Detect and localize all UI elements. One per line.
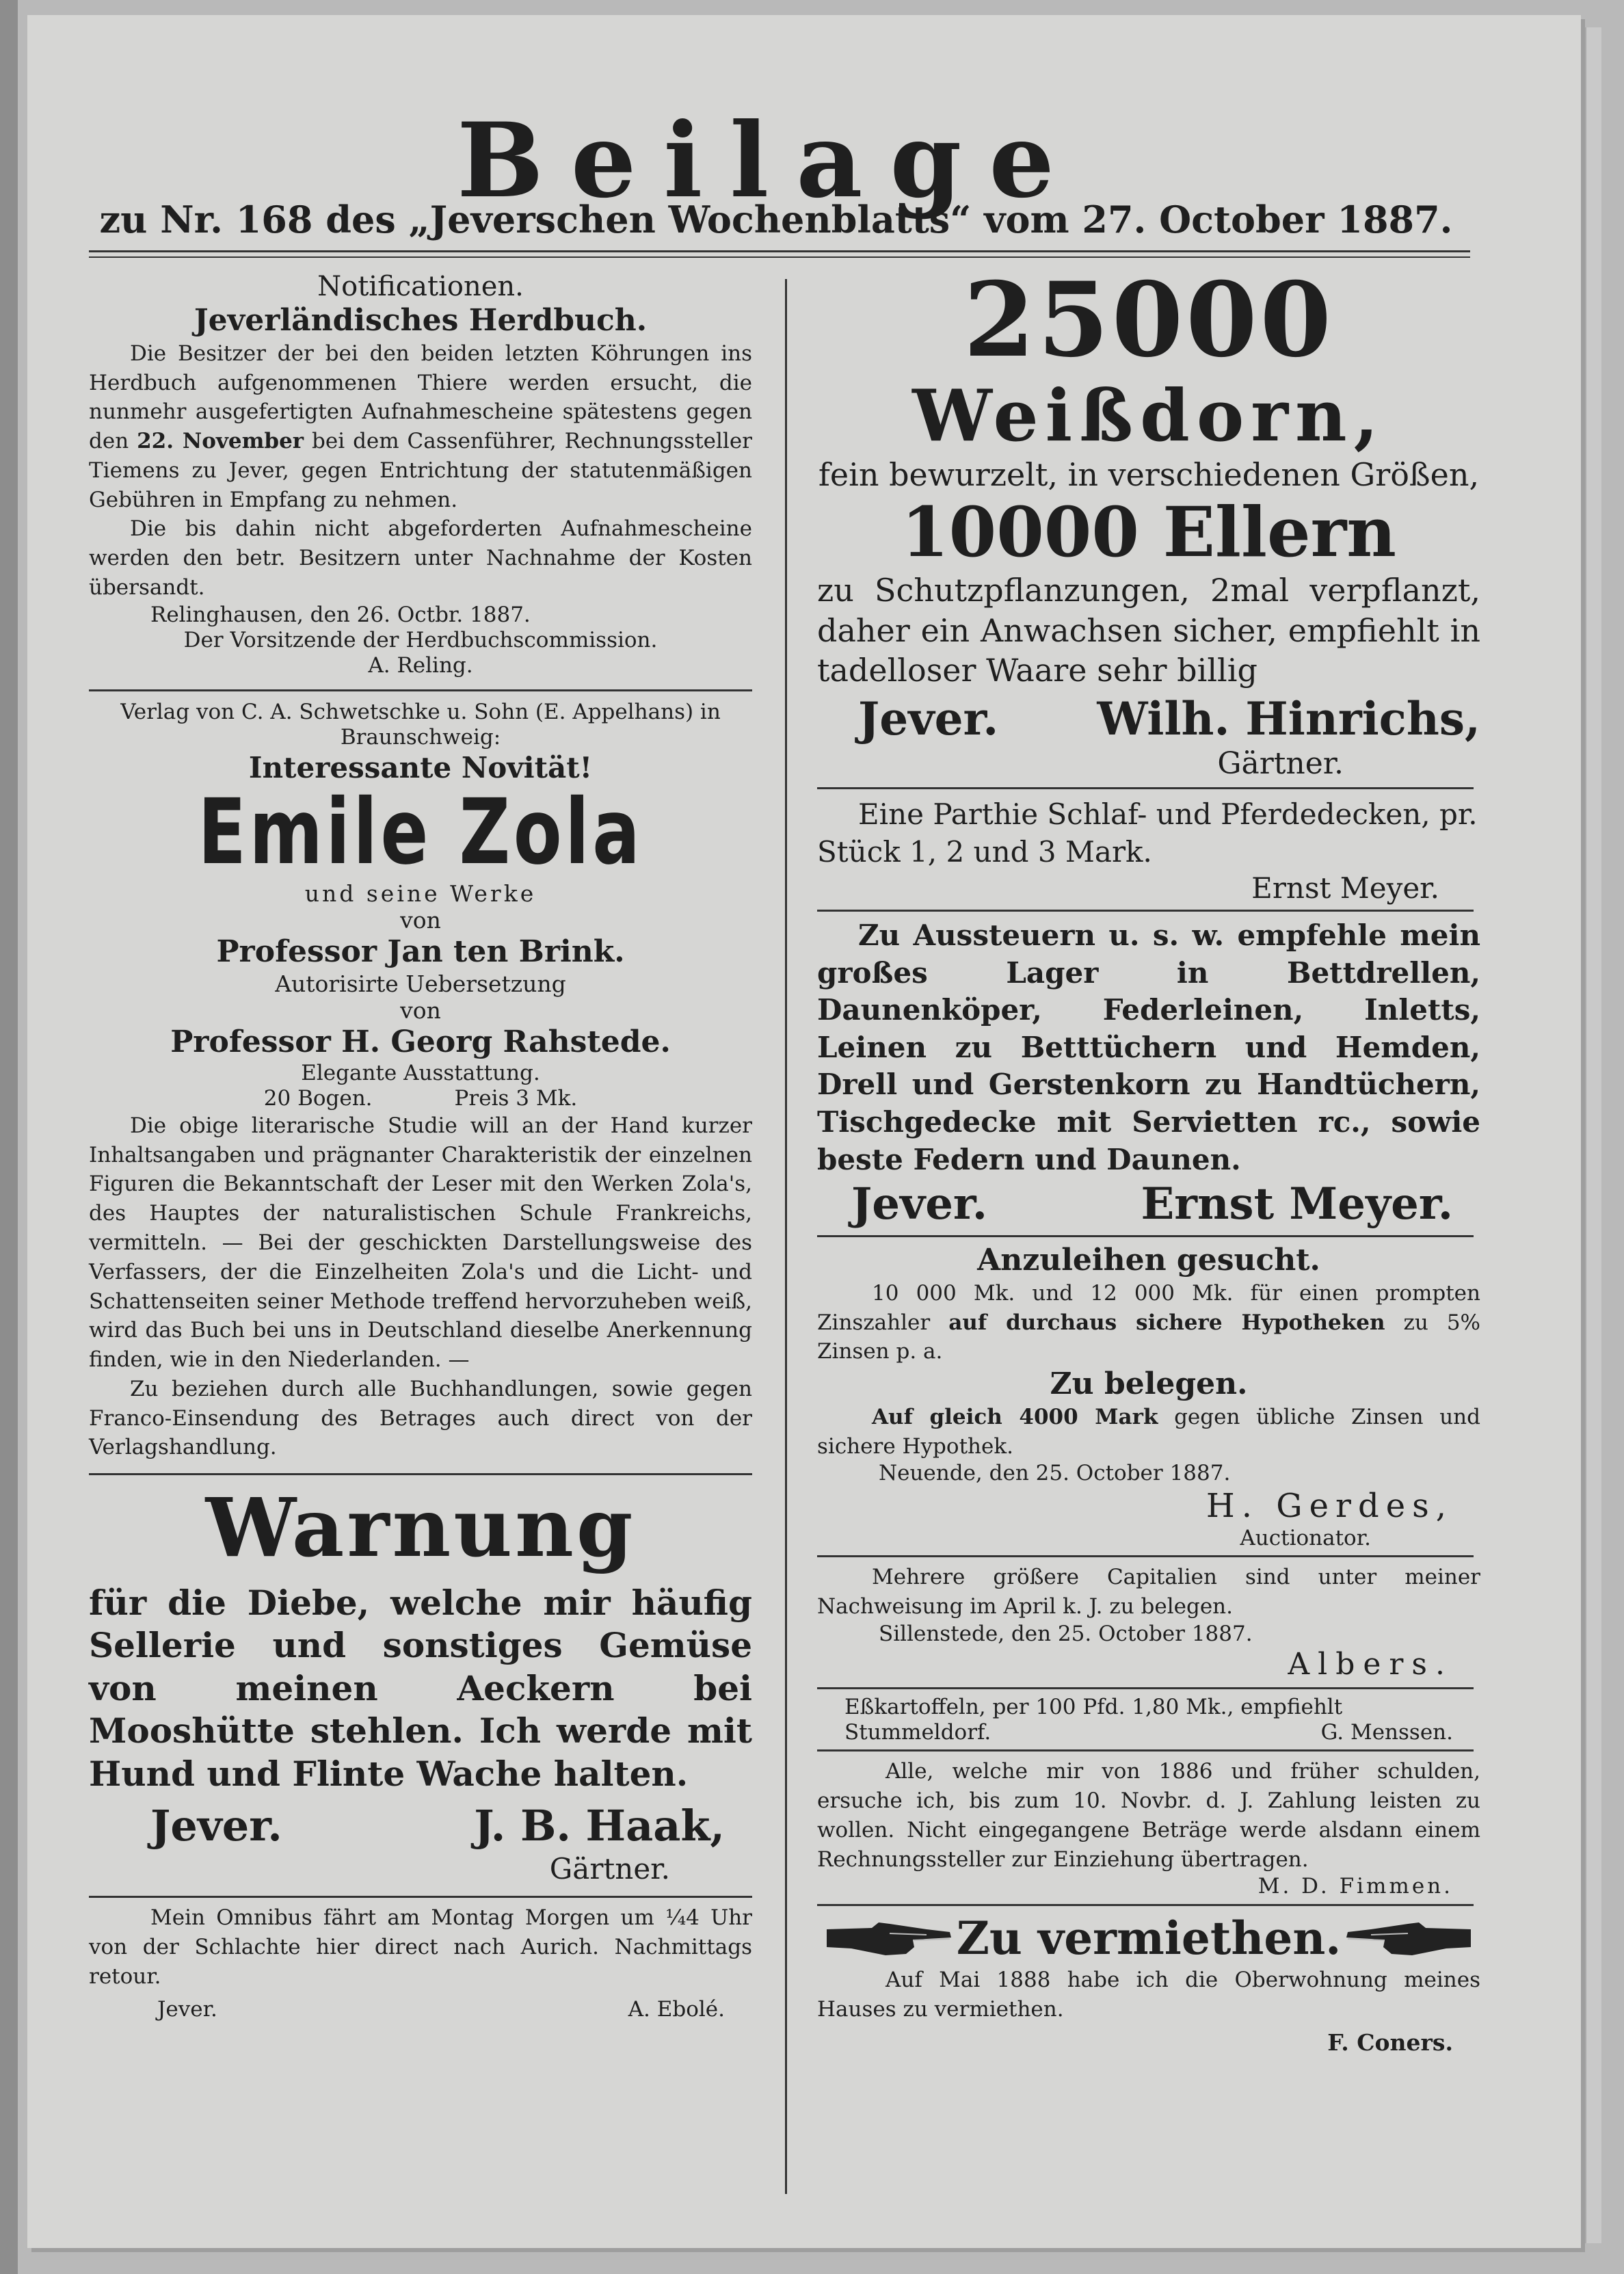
warnung-role: Gärtner. [549,1851,670,1886]
zola-bogen: 20 Bogen. [263,1085,373,1111]
zola-translator: Professor H. Georg Rahstede. [170,1024,671,1059]
anleihen-text-1 [817,1279,1480,1366]
weissdorn-ad [817,260,1480,782]
zola-von-2: von [400,997,441,1024]
aussteuer-name: Ernst Meyer. [1141,1178,1453,1230]
notif-p1-date: 22. November [137,429,304,454]
notif-paragraph-1 [89,339,752,515]
anleihen-ad [817,1243,1480,1551]
warnung-name: J. B. Haak, [474,1801,725,1851]
anleihen-t1-post: zu 5% Zinsen p. a. [817,1310,1481,1364]
notif-p1-text-2: bei dem Cassenführer, Rechnungssteller Tiemens zu Jever, gegen Entrichtung der statutenmäßigen Gebühren in Empfang zu nehmen. [89,429,752,512]
notif-subheading: Jeverländisches Herdbuch. [194,303,648,338]
kartoffeln-place: Stummeldorf. [844,1720,991,1745]
aussteuer-place: Jever. [851,1178,988,1230]
weissdorn-place: Jever. [858,691,999,745]
omnibus-name: A. Ebolé. [628,1996,725,2022]
warnung-title: Warnung [205,1480,636,1576]
omnibus-place: Jever. [157,1996,217,2022]
right-column [817,260,1481,2057]
rule [817,1749,1474,1751]
zola-translation-note: Autorisirte Uebersetzung [275,970,566,997]
column-divider [785,279,787,2194]
notif-paragraph-2: Die bis dahin nicht abgeforderten Aufnahmescheine werden den betr. Besitzern unter Nachnahme der Kosten übersandt. [89,516,752,600]
capital-name: Albers. [1288,1647,1453,1682]
notification-ad [89,270,752,678]
omnibus-text: Mein Omnibus fährt am Montag Morgen um ¼4 Uhr von der Schlachte hier direct nach Aurich. Nachmittags retour. [89,1905,752,1989]
rule [817,1687,1474,1689]
kartoffeln-ad [817,1695,1480,1745]
decken-name: Ernst Meyer. [1251,871,1439,905]
schulden-text: Alle, welche mir von 1886 und früher schulden, ersuche ich, bis zum 10. Novbr. d. J. Zahlung leisten zu wollen. Nicht eingegangene Beträge werde alsdann einem Rechnungssteller zur Einziehung übertragen. [817,1759,1480,1872]
masthead-rule [89,250,1470,258]
pointing-hand-left-icon [1344,1914,1474,1962]
notif-signer-role: Der Vorsitzende der Herdbuchscommission. [183,627,658,652]
warnung-ad [89,1480,752,1886]
anleihen-t2-post: gegen übliche Zinsen und sichere Hypothek. [817,1404,1480,1459]
warnung-text: für die Diebe, welche mir häufig Sellerie und sonstiges Gemüse von meinen Aeckern bei Mooshütte stehlen. Ich werde mit Hund und Flinte Wache halten. [89,1582,752,1794]
schulden-name: M. D. Fimmen. [1257,1874,1453,1899]
vermiethen-header [817,1912,1480,1966]
kartoffeln-name: G. Menssen. [1320,1720,1453,1745]
anleihen-t2-bold: Auf gleich 4000 Mark [872,1404,1158,1429]
anleihen-heading: Anzuleihen gesucht. [977,1243,1320,1278]
zola-price: Preis 3 Mk. [454,1085,578,1111]
masthead-subline: zu Nr. 168 des „Jeverschen Wochenblatts“ vom 27. October 1887. [99,198,1453,241]
rule [817,910,1474,912]
decken-text: Eine Parthie Schlaf- und Pferdedecken, pr. Stück 1, 2 und 3 Mark. [817,797,1478,869]
weissdorn-word: Weißdorn, [912,373,1385,458]
anleihen-t1-bold: auf durchaus sichere Hypotheken [948,1310,1385,1335]
masthead-title: Beilage [457,101,1082,221]
anleihen-place-date: Neuende, den 25. October 1887. [879,1461,1231,1486]
adjacent-page-edge [0,0,18,2274]
zola-ordering: Zu beziehen durch alle Buchhandlungen, sowie gegen Franco-Einsendung des Betrages auch direct von der Verlagshandlung. [89,1376,752,1460]
left-column [89,270,752,2022]
omnibus-signature [89,1992,752,2022]
zola-novelty: Interessante Novität! [248,750,593,784]
weissdorn-line: fein bewurzelt, in verschiedenen Größen, [818,456,1480,494]
vermiethen-text: Auf Mai 1888 habe ich die Oberwohnung meines Hauses zu vermiethen. [817,1967,1480,2022]
zola-title: Emile Zola [198,780,643,886]
anleihen-role: Auctionator. [1240,1526,1371,1551]
weissdorn-signature [817,691,1480,746]
schulden-ad [817,1757,1480,1899]
vermiethen-ad [817,1912,1480,2057]
decken-ad [817,796,1480,905]
warnung-place: Jever. [150,1801,282,1851]
anleihen-name: H. Gerdes, [1206,1486,1453,1525]
ellern-heading: 10000 Ellern [901,492,1396,573]
rule [817,1235,1474,1237]
weissdorn-name: Wilh. Hinrichs, [1097,691,1480,745]
kartoffeln-text: Eßkartoffeln, per 100 Pfd. 1,80 Mk., empfiehlt [844,1694,1343,1719]
aussteuer-text: Zu Aussteuern u. s. w. empfehle mein großes Lager in Bettdrellen, Daunenköper, Federleinen, Inletts, Leinen zu Betttüchern und Hemden, Drell und Gerstenkorn zu Handtüchern, Tischgedecke mit Servietten rc., sowie beste Federn und Daunen. [817,918,1480,1176]
capital-text: Mehrere größere Capitalien sind unter meiner Nachweisung im April k. J. zu belegen. [817,1565,1480,1619]
warnung-signature [89,1801,752,1851]
rule [89,1473,752,1475]
rule [817,787,1474,789]
notif-place-date: Relinghausen, den 26. Octbr. 1887. [150,602,531,627]
zola-publisher: Verlag von C. A. Schwetschke u. Sohn (E. Appelhans) in Braunschweig: [120,700,721,750]
capital-ad [817,1563,1480,1683]
rule [817,1904,1474,1906]
zola-description: Die obige literarische Studie will an der Hand kurzer Inhaltsangaben und prägnanter Charakteristik der einzelnen Figuren die Bekanntschaft der Leser mit den Werken Zola's, des Hauptes der naturalistischen Schule Frankreichs, vermitteln. — Bei der geschickten Darstellungsweise des Verfassers, der die Einzelheiten Zola's und die Licht- und Schattenseiten seiner Methode treffend hervorzuheben weiß, wird das Buch bei uns in Deutschland dieselbe Anerkennung finden, wie in den Niederlanden. — [89,1113,752,1373]
anleihen-text-2 [817,1403,1480,1462]
zola-price-line [89,1086,752,1111]
vermiethen-name: F. Coners. [1327,2029,1453,2057]
zola-sub: und seine Werke [304,880,537,907]
aussteuer-signature [817,1178,1480,1231]
zola-book-ad [89,700,752,1462]
omnibus-ad [89,1903,752,2022]
rule [89,689,752,691]
weissdorn-role: Gärtner. [1217,745,1344,781]
anleihen-t1: 10 000 Mk. und 12 000 Mk. für einen prompten Zinszahler [817,1280,1480,1335]
notif-signer: A. Reling. [368,653,473,678]
vermiethen-heading: Zu vermiethen. [956,1911,1342,1965]
weissdorn-text: zu Schutzpflanzungen, 2mal verpflanzt, daher ein Anwachsen sicher, empfiehlt in tadelloser Waare sehr billig [817,572,1480,689]
rule [817,1555,1474,1557]
weissdorn-number: 25000 [963,260,1334,380]
pointing-hand-right-icon [824,1914,954,1962]
kartoffeln-signature [817,1720,1480,1745]
notif-heading: Notificationen. [317,271,524,302]
aussteuer-ad [817,917,1480,1231]
zola-edition: Elegante Ausstattung. [301,1060,540,1085]
zola-author: Professor Jan ten Brink. [216,934,625,969]
zola-von-1: von [400,907,441,934]
rule [89,1896,752,1898]
belegen-heading: Zu belegen. [1050,1366,1248,1402]
notif-p1-text: Die Besitzer der bei den beiden letzten Köhrungen ins Herdbuch aufgenommenen Thiere werden ersucht, die nunmehr ausgefertigten Aufnahmescheine spätestens gegen den [89,341,752,454]
page-stack-edge [1585,27,1601,2243]
capital-place-date: Sillenstede, den 25. October 1887. [879,1621,1253,1646]
